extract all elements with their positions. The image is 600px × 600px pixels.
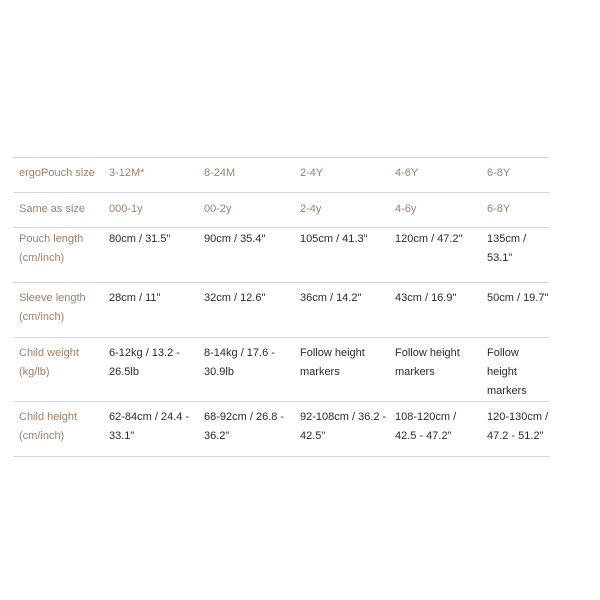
size-chart-table <box>13 157 550 457</box>
label-line-2: (kg/lb) <box>19 366 50 378</box>
size-header-1: 3-12M* <box>109 158 204 193</box>
row-label-size: ergoPouch size <box>13 158 109 193</box>
size-header-2: 8-24M <box>204 158 300 193</box>
label-line-2: (cm/inch) <box>19 252 65 264</box>
value-line-2: 47.2 - 51.2" <box>487 430 544 442</box>
child-weight-2 <box>204 338 300 402</box>
pouch-length-1: 80cm / 31.5" <box>109 228 204 283</box>
row-label-pouch-length <box>13 228 109 283</box>
row-label-child-weight <box>13 338 109 402</box>
sleeve-length-3: 36cm / 14.2" <box>300 283 395 338</box>
label-line-1: Child weight <box>19 347 79 359</box>
table-row-size <box>13 158 550 193</box>
pouch-length-3: 105cm / 41.3" <box>300 228 395 283</box>
value-line-2: markers <box>487 385 527 397</box>
row-label-sleeve-length <box>13 283 109 338</box>
pouch-length-5: 135cm / 53.1" <box>487 228 550 283</box>
value-line-1: 92-108cm / 36.2 - <box>300 411 387 423</box>
label-line-1: Pouch length <box>19 233 84 245</box>
value-line-2: 36.2" <box>204 430 230 442</box>
child-weight-4 <box>395 338 487 402</box>
value-line-1: 8-14kg / 17.6 - <box>204 347 275 359</box>
row-label-same-as-size: Same as size <box>13 193 109 228</box>
table-row-same-as-size <box>13 193 550 228</box>
sleeve-length-4: 43cm / 16.9" <box>395 283 487 338</box>
sleeve-length-5: 50cm / 19.7" <box>487 283 550 338</box>
label-line-2: (cm/inch) <box>19 430 65 442</box>
size-header-3: 2-4Y <box>300 158 395 193</box>
value-line-1: Follow height <box>395 347 460 359</box>
table-row-child-weight <box>13 338 550 402</box>
sleeve-length-1: 28cm / 11" <box>109 283 204 338</box>
value-line-1: Follow height <box>300 347 365 359</box>
same-as-size-3: 2-4y <box>300 193 395 228</box>
value-line-2: markers <box>395 366 435 378</box>
child-height-5 <box>487 402 550 457</box>
child-height-2 <box>204 402 300 457</box>
label-line-2: (cm/inch) <box>19 311 65 323</box>
child-weight-1 <box>109 338 204 402</box>
same-as-size-1: 000-1y <box>109 193 204 228</box>
value-line-2: 26.5lb <box>109 366 139 378</box>
size-header-4: 4-6Y <box>395 158 487 193</box>
value-line-1: 6-12kg / 13.2 - <box>109 347 180 359</box>
value-line-1: 68-92cm / 26.8 - <box>204 411 285 423</box>
value-line-2: markers <box>300 366 340 378</box>
size-header-5: 6-8Y <box>487 158 550 193</box>
value-line-1: 62-84cm / 24.4 - <box>109 411 190 423</box>
value-line-2: 30.9lb <box>204 366 234 378</box>
value-line-2: 42.5 - 47.2" <box>395 430 452 442</box>
sleeve-length-2: 32cm / 12.6" <box>204 283 300 338</box>
child-weight-3 <box>300 338 395 402</box>
same-as-size-5: 6-8Y <box>487 193 550 228</box>
same-as-size-2: 00-2y <box>204 193 300 228</box>
pouch-length-4: 120cm / 47.2" <box>395 228 487 283</box>
value-line-2: 42.5" <box>300 430 326 442</box>
child-height-3 <box>300 402 395 457</box>
value-line-1: 120-130cm / <box>487 411 549 423</box>
same-as-size-4: 4-6y <box>395 193 487 228</box>
table-row-sleeve-length <box>13 283 550 338</box>
child-weight-5 <box>487 338 550 402</box>
child-height-4 <box>395 402 487 457</box>
label-line-1: Child height <box>19 411 78 423</box>
value-line-2: 33.1" <box>109 430 135 442</box>
table-row-child-height <box>13 402 550 457</box>
pouch-length-2: 90cm / 35.4" <box>204 228 300 283</box>
value-line-1: Follow height <box>487 347 519 378</box>
table-row-pouch-length <box>13 228 550 283</box>
row-label-child-height <box>13 402 109 457</box>
child-height-1 <box>109 402 204 457</box>
label-line-1: Sleeve length <box>19 292 86 304</box>
value-line-1: 108-120cm / <box>395 411 457 423</box>
